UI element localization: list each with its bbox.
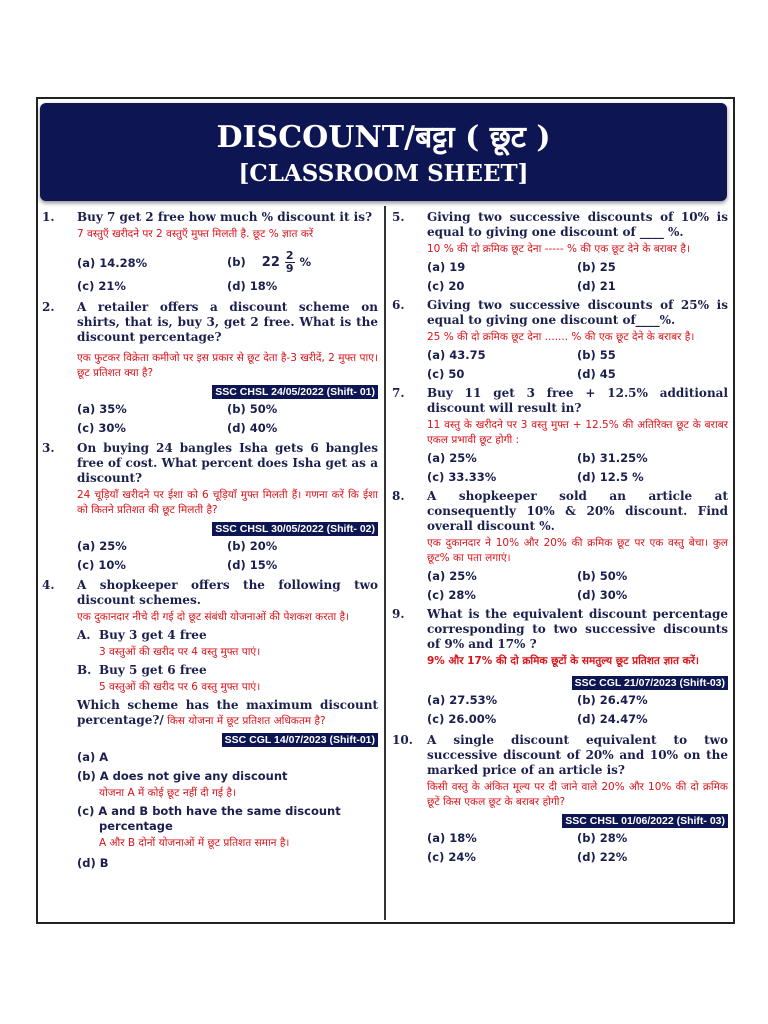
option-c: (c) 33.33% — [427, 470, 497, 484]
question-text-en: A shopkeeper sold an article at consequently 10% & 20% discount. Find overall discount %. — [427, 489, 728, 533]
scheme-a — [77, 628, 378, 643]
exam-tag-label: SSC CHSL 24/05/2022 (Shift- 01) — [212, 385, 378, 399]
option-d: (d) 15% — [227, 558, 278, 572]
options — [77, 539, 378, 573]
option-b: (b) 25 — [577, 260, 616, 274]
exam-tag-label: SSC CGL 14/07/2023 (Shift-01) — [222, 733, 378, 747]
question-text-hi: एक दुकानदार नीचे दी गई दो छूट संबंधी योजनाओं की पेशकश करता है। — [77, 611, 350, 623]
question-text-en: Buy 11 get 3 free + 12.5% additional discount will result in? — [427, 386, 728, 415]
right-column — [392, 210, 728, 865]
scheme-a-label: A. — [77, 628, 91, 642]
question-text-en: A single discount equivalent to two successive discount of 20% and 10% on the marked price of an article is? — [427, 733, 728, 777]
option-a: (a) 14.28% — [77, 256, 148, 270]
question-8 — [392, 489, 728, 603]
option-b-label: (b) — [227, 255, 246, 269]
question-7 — [392, 386, 728, 485]
scheme-b-text: Buy 5 get 6 free — [99, 663, 207, 677]
option-b: (b) A does not give any discount — [77, 769, 288, 783]
question-5 — [392, 210, 728, 294]
option-a: (a) 43.75 — [427, 348, 486, 362]
page-title: DISCOUNT/बट्टा ( छूट ) — [216, 120, 551, 155]
question-number: 6. — [392, 298, 405, 312]
option-b: (b) 31.25% — [577, 451, 648, 465]
option-b: (b) 50% — [227, 402, 278, 416]
option-b-percent: % — [299, 255, 312, 269]
exam-tag-label: SSC CHSL 01/06/2022 (Shift- 03) — [562, 814, 728, 828]
options — [77, 402, 378, 436]
exam-tag — [77, 384, 378, 399]
exam-tag — [77, 732, 378, 747]
question-text-en: A shopkeeper offers the following two discount schemes. — [77, 578, 378, 607]
option-a: (a) 19 — [427, 260, 466, 274]
option-b: (b) 55 — [577, 348, 616, 362]
question-4 — [42, 578, 378, 871]
options — [427, 693, 728, 727]
option-d: (d) 24.47% — [577, 712, 648, 726]
option-a: (a) 25% — [427, 451, 477, 465]
option-c: (c) 10% — [77, 558, 126, 572]
exam-tag — [77, 521, 378, 536]
options — [427, 569, 728, 603]
scheme-b-hi: 5 वस्तुओं की खरीद पर 6 वस्तु मुफ्त पाएं। — [99, 681, 261, 693]
options — [427, 348, 728, 382]
question-text-en: Giving two successive discounts of 10% is equal to giving one discount of ____ %. — [427, 210, 728, 239]
question-number: 1. — [42, 210, 55, 224]
option-b-hi: योजना A में कोई छूट नहीं दी गई है। — [99, 787, 236, 799]
fraction-denominator: 9 — [285, 262, 294, 275]
options — [427, 451, 728, 485]
option-c: (c) 50 — [427, 367, 465, 381]
question-10 — [392, 733, 728, 865]
options — [427, 260, 728, 294]
question-6 — [392, 298, 728, 382]
exam-tag-label: SSC CGL 21/07/2023 (Shift-03) — [572, 676, 728, 690]
question-number: 9. — [392, 607, 405, 621]
question-text-hi: 24 चूड़ियाँ खरीदने पर ईशा को 6 चूड़ियाँ मुफ्त मिलती हैं। गणना करें कि ईशा को कितने प्रतिशत की छूट मिलती है? — [77, 489, 378, 516]
question-text-en: A retailer offers a discount scheme on shirts, that is, buy 3, get 2 free. What is the discount percentage? — [77, 300, 378, 344]
option-d: (d) B — [77, 856, 109, 870]
option-c: (c) 20 — [427, 279, 465, 293]
question-9 — [392, 607, 728, 727]
question-text-hi: एक फुटकर विक्रेता कमीजो पर इस प्रकार से छूट देता है-3 खरीदें, 2 मुफ्त पाए। छूट प्रतिशत क्या है? — [77, 352, 378, 379]
fraction — [285, 250, 295, 275]
option-b: (b) 26.47% — [577, 693, 648, 707]
question-2 — [42, 300, 378, 436]
question-number: 2. — [42, 300, 55, 314]
option-d: (d) 30% — [577, 588, 628, 602]
option-c: (c) 26.00% — [427, 712, 497, 726]
options — [427, 831, 728, 865]
option-d: (d) 21 — [577, 279, 616, 293]
option-d: (d) 12.5 % — [577, 470, 644, 484]
question-prompt — [77, 698, 378, 729]
option-c: (c) 21% — [77, 279, 126, 293]
option-a: (a) 27.53% — [427, 693, 498, 707]
option-d: (d) 40% — [227, 421, 278, 435]
option-a: (a) 25% — [427, 569, 477, 583]
title-banner — [40, 103, 727, 201]
option-b: (b) 50% — [577, 569, 628, 583]
question-text-en: On buying 24 bangles Isha gets 6 bangles free of cost. What percent does Isha get as a discount? — [77, 441, 378, 485]
scheme-b — [77, 663, 378, 678]
option-b-whole: 22 — [261, 255, 280, 270]
question-text-hi: 7 वस्तुएँ खरीदने पर 2 वस्तुएँ मुफ्त मिलती है. छूट % ज्ञात करें — [77, 228, 314, 240]
question-number: 7. — [392, 386, 405, 400]
question-text-hi: 10 % की दो क्रमिक छूट देना ----- % की एक छूट देने के बराबर है। — [427, 243, 690, 255]
option-c: (c) 30% — [77, 421, 126, 435]
page-subtitle: [CLASSROOM SHEET] — [238, 160, 529, 187]
option-a: (a) 25% — [77, 539, 127, 553]
option-d: (d) 45 — [577, 367, 616, 381]
column-divider — [384, 206, 386, 920]
options — [77, 750, 378, 871]
question-text-hi: 11 वस्तु के खरीदने पर 3 वस्तु मुफ्त + 12.5% की अतिरिक्त छूट के बराबर एकल प्रभावी छूट होगी : — [427, 419, 728, 446]
option-a: (a) 18% — [427, 831, 477, 845]
option-c: (c) 28% — [427, 588, 476, 602]
question-text-en: Buy 7 get 2 free how much % discount it is? — [77, 210, 373, 224]
question-text-en: Giving two successive discounts of 25% is equal to giving one discount of____%. — [427, 298, 728, 327]
scheme-a-hi: 3 वस्तुओं की खरीद पर 4 वस्तु मुफ्त पाएं। — [99, 646, 261, 658]
exam-tag — [427, 675, 728, 690]
option-c-hi: A और B दोनों योजनाओं में छूट प्रतिशत समान है। — [99, 837, 290, 849]
option-a: (a) 35% — [77, 402, 127, 416]
question-text-hi: 25 % की दो क्रमिक छूट देना ....... % की एक छूट देने के बराबर है। — [427, 331, 695, 343]
left-column — [42, 210, 378, 871]
question-number: 5. — [392, 210, 405, 224]
question-text-hi: एक दुकानदार ने 10% और 20% की क्रमिक छूट पर एक वस्तु बेचा। कुल छूट% का पता लगाएं। — [427, 537, 728, 564]
scheme-a-text: Buy 3 get 4 free — [99, 628, 207, 642]
question-number: 8. — [392, 489, 405, 503]
option-c: (c) A and B both have the same discount percentage — [77, 804, 341, 833]
fraction-numerator: 2 — [285, 249, 294, 262]
options — [77, 250, 378, 294]
question-number: 3. — [42, 441, 55, 455]
option-b: (b) 28% — [577, 831, 628, 845]
question-text-en: What is the equivalent discount percentage corresponding to two successive discounts of 9% and 17% ? — [427, 607, 728, 651]
question-prompt-en: Which scheme has the maximum discount percentage?/ — [77, 698, 378, 727]
question-number: 4. — [42, 578, 55, 592]
option-b: (b) 20% — [227, 539, 278, 553]
option-b — [227, 250, 377, 275]
question-1 — [42, 210, 378, 294]
option-d: (d) 22% — [577, 850, 628, 864]
exam-tag — [427, 813, 728, 828]
question-text-hi: किसी वस्तु के अंकित मूल्य पर दी जाने वाले 20% और 10% की दो क्रमिक छूटें किस एकल छूट के बराबर होगी? — [427, 781, 728, 808]
question-number: 10. — [392, 733, 413, 747]
option-d: (d) 18% — [227, 279, 278, 293]
option-c: (c) 24% — [427, 850, 476, 864]
scheme-b-label: B. — [77, 663, 92, 677]
option-a: (a) A — [77, 750, 109, 764]
question-prompt-hi: किस योजना में छूट प्रतिशत अधिकतम है? — [163, 715, 326, 727]
question-text-hi: 9% और 17% की दो क्रमिक छूटों के समतुल्य छूट प्रतिशत ज्ञात करें। — [427, 655, 699, 667]
exam-tag-label: SSC CHSL 30/05/2022 (Shift- 02) — [212, 522, 378, 536]
question-3 — [42, 441, 378, 573]
